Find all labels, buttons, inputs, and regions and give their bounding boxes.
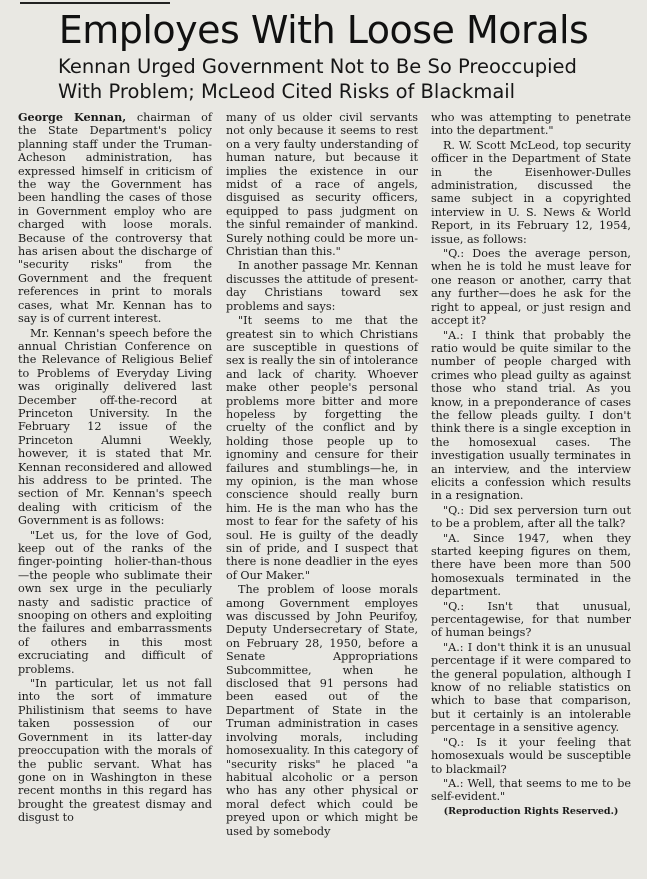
paragraph: "In particular, let us not fall into the sort of immature Philistinism that seems to have taken possession of our Government in its latter-day preoccupation with the morals of the public servant. What has gone on in Washington in these recent months in this regard has brought the greatest dismay and disgust to [18, 677, 212, 825]
paragraph: who was attempting to penetrate into the department." [431, 111, 631, 138]
article-column-1 [18, 111, 212, 825]
top-rule [20, 2, 170, 4]
reproduction-credit: (Reproduction Rights Reserved.) [443, 805, 619, 817]
paragraph: "Q.: Isn't that unusual, percentagewise, for that number of human beings? [431, 599, 631, 640]
paragraph: R. W. Scott McLeod, top security officer in the Department of State in the Eisenhower-Dulles administration, discussed the same subject in a copyrighted interview in U. S. News & World Report, in its February 12, 1954, issue, as follows: [431, 138, 631, 246]
paragraph: "It seems to me that the greatest sin to which Christians are susceptible in questions of sex is really the sin of intolerance and lack of charity. Whoever make other people's personal problems more bitter and more hopeless by forgetting the cruelty of the conflict and by holding those people up to ignominy and censure for their failures and stumblings—he, in my opinion, is the man whose conscience should really burn him. He is the man who has the most to fear for the safety of his soul. He is guilty of the deadly sin of pride, and I suspect that there is none deadlier in the eyes of Our Maker." [226, 314, 418, 582]
paragraph: "Let us, for the love of God, keep out of the ranks of the finger-pointing holier-than-thous—the people who sublimate their own sex urge in the peculiarly nasty and sadistic practice of snooping on others and exploiting the failures and embarrassments of others in this most excruciating and difficult of problems. [18, 528, 212, 676]
paragraph: Mr. Kennan's speech before the annual Christian Conference on the Relevance of Religious Belief to Problems of Everyday Living was originally delivered last December off-the-record at Princeton University. In the February 12 issue of the Princeton Alumni Weekly, however, it is stated that Mr. Kennan reconsidered and allowed his address to be printed. The section of Mr. Kennan's speech dealing with criticism of the Government is as follows: [18, 326, 212, 528]
paragraph [18, 111, 212, 326]
paragraph-text: chairman of the State Department's policy planning staff under the Truman-Acheson administration, has expressed himself in criticism of the way the Government has been handling the cases of those in Government employ who are charged with loose morals. Because of the controversy that has arisen about the discharge of "security risks" from the Government and the frequent references in print to morals cases, what Mr. Kennan has to say is of current interest. [18, 111, 212, 326]
paragraph: "A. Since 1947, when they started keeping figures on them, there have been more than 500 homosexuals terminated in the department. [431, 531, 631, 599]
article-column-2 [226, 111, 418, 838]
headline: Employes With Loose Morals [58, 8, 589, 52]
subheadline [58, 54, 618, 104]
paragraph: "A.: I don't think it is an unusual percentage if it were compared to the general population, although I know of no reliable statistics on which to base that comparison, but it certainly is an intolerable percentage in a sensitive agency. [431, 640, 631, 735]
subhead-line-1: Kennan Urged Government Not to Be So Preoccupied [58, 55, 577, 78]
paragraph: The problem of loose morals among Government employes was discussed by John Peurifoy, Deputy Undersecretary of State, on February 28, 1950, before a Senate Appropriations Subcommittee, when he disclosed that 91 persons had been eased out of the Department of State in the Truman administration in cases involving morals, including homosexuality. In this category of "security risks" he placed "a habitual alcoholic or a person who has any other physical or moral defect which could be preyed upon or which might be used by somebody [226, 583, 418, 838]
paragraph: many of us older civil servants not only because it seems to rest on a very faulty understanding of human nature, but because it implies the existence in our midst of a race of angels, disguised as security officers, equipped to pass judgment on the sinful remainder of mankind. Surely nothing could be more un-Christian than this." [226, 111, 418, 259]
paragraph: "Q.: Does the average person, when he is told he must leave for one reason or another, carry that any further—does he ask for the right to appeal, or just resign and accept it? [431, 247, 631, 328]
subhead-line-2: With Problem; McLeod Cited Risks of Blackmail [58, 80, 516, 103]
article-column-3 [431, 111, 631, 818]
paragraph: "Q.: Did sex perversion turn out to be a problem, after all the talk? [431, 503, 631, 531]
paragraph: In another passage Mr. Kennan discusses the attitude of present-day Christians toward sex problems and says: [226, 259, 418, 313]
lead-name: George Kennan, [18, 110, 127, 124]
paragraph: "A.: Well, that seems to me to be self-evident." [431, 776, 631, 804]
paragraph: "Q.: Is it your feeling that homosexuals would be susceptible to blackmail? [431, 735, 631, 776]
paragraph: "A.: I think that probably the ratio would be quite similar to the number of people charged with crimes who plead guilty as against those who stand trial. As you know, in a preponderance of cases the fellow pleads guilty. I don't think there is a single exception in the homosexual cases. The investigation usually terminates in an interview, and the interview elicits a confession which results in a resignation. [431, 328, 631, 503]
